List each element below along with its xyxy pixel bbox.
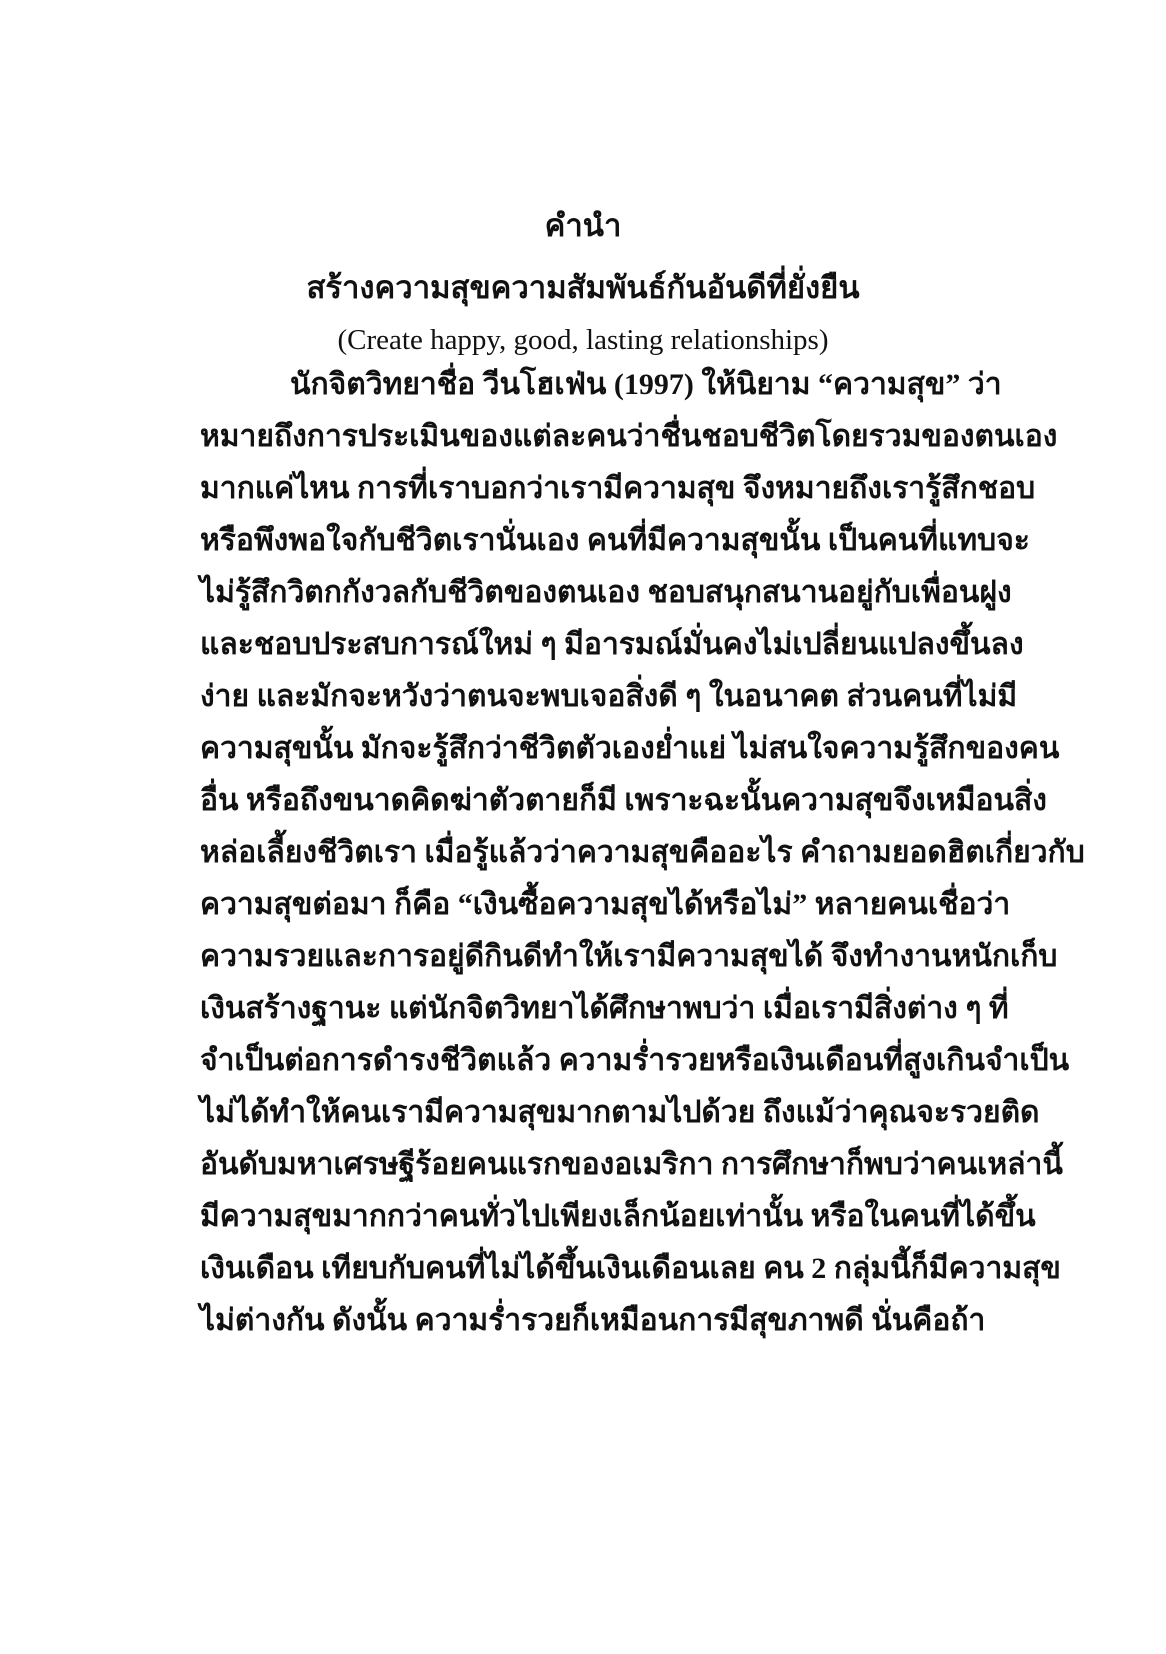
paragraph-line: เงินเดือน เทียบกับคนที่ไม่ได้ขึ้นเงินเดือนเลย คน 2 กลุ่มนี้ก็มีความสุข	[200, 1252, 1061, 1285]
page-subtitle: สร้างความสุขความสัมพันธ์กันอันดีที่ยั่งยืน	[306, 270, 860, 305]
paragraph-line: มีความสุขมากกว่าคนทั่วไปเพียงเล็กน้อยเท่านั้น หรือในคนที่ได้ขึ้น	[200, 1200, 1036, 1233]
paragraph-line: อื่น หรือถึงขนาดคิดฆ่าตัวตายก็มี เพราะฉะนั้นความสุขจึงเหมือนสิ่ง	[200, 784, 1047, 817]
paragraph-line: หล่อเลี้ยงชีวิตเรา เมื่อรู้แล้วว่าความสุขคืออะไร คำถามยอดฮิตเกี่ยวกับ	[200, 836, 1085, 869]
paragraph-line: นักจิตวิทยาชื่อ วีนโฮเฟ่น (1997) ให้นิยาม “ความสุข” ว่า	[290, 368, 1002, 401]
paragraph-line: เงินสร้างฐานะ แต่นักจิตวิทยาได้ศึกษาพบว่า เมื่อเรามีสิ่งต่าง ๆ ที่	[200, 992, 1009, 1025]
paragraph-line: ความสุขต่อมา ก็คือ “เงินซื้อความสุขได้หรือไม่” หลายคนเชื่อว่า	[200, 888, 1011, 921]
paragraph-line: ไม่ได้ทำให้คนเรามีความสุขมากตามไปด้วย ถึงแม้ว่าคุณจะรวยติด	[200, 1096, 1040, 1129]
paragraph-line: หมายถึงการประเมินของแต่ละคนว่าชื่นชอบชีวิตโดยรวมของตนเอง	[200, 420, 1058, 453]
paragraph-line: และชอบประสบการณ์ใหม่ ๆ มีอารมณ์มั่นคงไม่เปลี่ยนแปลงขึ้นลง	[200, 628, 1024, 661]
paragraph-line: ไม่รู้สึกวิตกกังวลกับชีวิตของตนเอง ชอบสนุกสนานอยู่กับเพื่อนฝูง	[200, 576, 1012, 609]
paragraph-line: ง่าย และมักจะหวังว่าตนจะพบเจอสิ่งดี ๆ ในอนาคต ส่วนคนที่ไม่มี	[200, 680, 1018, 713]
paragraph-line: ไม่ต่างกัน ดังนั้น ความร่ำรวยก็เหมือนการมีสุขภาพดี นั่นคือถ้า	[200, 1304, 986, 1337]
english-subtitle: (Create happy, good, lasting relationships)	[337, 324, 829, 356]
paragraph-line: หรือพึงพอใจกับชีวิตเรานั่นเอง คนที่มีความสุขนั้น เป็นคนที่แทบจะ	[200, 524, 1030, 557]
page-title: คำนำ	[544, 208, 622, 243]
paragraph-line: อันดับมหาเศรษฐีร้อยคนแรกของอเมริกา การศึกษาก็พบว่าคนเหล่านี้	[200, 1148, 1063, 1181]
paragraph-line: จำเป็นต่อการดำรงชีวิตแล้ว ความร่ำรวยหรือเงินเดือนที่สูงเกินจำเป็น	[200, 1044, 1070, 1077]
paragraph-line: มากแค่ไหน การที่เราบอกว่าเรามีความสุข จึงหมายถึงเรารู้สึกชอบ	[200, 472, 1036, 505]
paragraph-line: ความรวยและการอยู่ดีกินดีทำให้เรามีความสุขได้ จึงทำงานหนักเก็บ	[200, 940, 1058, 973]
paragraph-line: ความสุขนั้น มักจะรู้สึกว่าชีวิตตัวเองย่ำแย่ ไม่สนใจความรู้สึกของคน	[200, 732, 1060, 765]
